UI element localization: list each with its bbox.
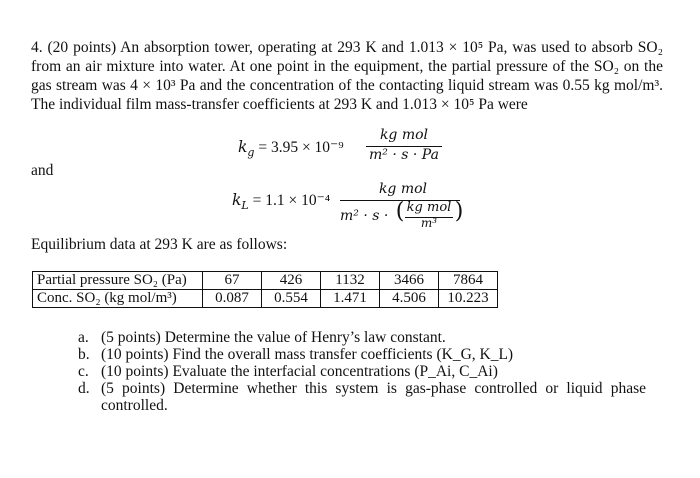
- table-cell: 7864: [439, 272, 498, 290]
- table-row: [33, 290, 498, 308]
- table-cell: 0.554: [262, 290, 321, 308]
- table-cell: 10.223: [439, 290, 498, 308]
- kg-numerator: kg mol: [379, 127, 429, 143]
- row-label-concentration: Conc. SO₂ (kg mol/m³): [33, 290, 203, 308]
- kg-equation-lhs: [238, 138, 344, 159]
- and-text: and: [31, 162, 54, 179]
- part-label: b.: [78, 346, 90, 363]
- table-cell: 0.087: [203, 290, 262, 308]
- part-text: (5 points) Determine whether this system is gas-phase controlled or liquid phase controlled.: [101, 380, 646, 414]
- kl-inner-denominator: m³: [420, 216, 438, 230]
- table-cell: 1.471: [321, 290, 380, 308]
- table-row: [33, 272, 498, 290]
- part-text: (10 points) Find the overall mass transfer coefficients (K_G, K_L): [101, 346, 514, 363]
- table-cell: 426: [262, 272, 321, 290]
- list-item: [78, 380, 646, 414]
- part-label: d.: [78, 380, 90, 397]
- kl-value: = 1.1 × 10⁻⁴: [252, 192, 331, 209]
- equilibrium-intro: Equilibrium data at 293 K are as follows:: [31, 236, 288, 253]
- row-label-partial-pressure: Partial pressure SO₂ (Pa): [33, 272, 203, 290]
- table-cell: 3466: [380, 272, 439, 290]
- kg-value: = 3.95 × 10⁻⁹: [258, 139, 344, 156]
- kl-denominator-prefix: m² · s ·: [340, 208, 389, 224]
- kl-symbol: k: [232, 191, 242, 209]
- kl-numerator: kg mol: [378, 181, 428, 197]
- part-text: (5 points) Determine the value of Henry’s law constant.: [101, 329, 446, 346]
- list-item: [78, 329, 646, 346]
- kl-subscript: L: [241, 199, 249, 213]
- equilibrium-data-table: [32, 271, 498, 308]
- kl-right-paren: ): [454, 199, 464, 224]
- part-label: c.: [78, 363, 89, 380]
- list-item: [78, 363, 646, 380]
- kg-symbol: k: [238, 138, 248, 156]
- kl-equation-lhs: [232, 191, 330, 212]
- kg-subscript: g: [247, 146, 255, 160]
- part-text: (10 points) Evaluate the interfacial concentrations (P_Ai, C_Ai): [101, 363, 498, 380]
- table-cell: 1132: [321, 272, 380, 290]
- kl-left-paren: (: [395, 199, 405, 224]
- question-parts-list: [78, 329, 646, 414]
- part-label: a.: [78, 329, 89, 346]
- problem-statement: 4. (20 points) An absorption tower, operating at 293 K and 1.013 × 10⁵ Pa, was used to absorb SO₂ from an air mixture into water. At one point in the equipment, the partial pressure of the SO₂ on the gas stream was 4 × 10³ Pa and the concentration of the contacting liquid stream was 0.55 kg mol/m³. The individual film mass-transfer coefficients at 293 K and 1.013 × 10⁵ Pa were: [31, 39, 663, 113]
- table-cell: 67: [203, 272, 262, 290]
- table-cell: 4.506: [380, 290, 439, 308]
- kg-denominator: m² · s · Pa: [369, 147, 439, 163]
- kl-inner-numerator: kg mol: [406, 200, 452, 215]
- list-item: [78, 346, 646, 363]
